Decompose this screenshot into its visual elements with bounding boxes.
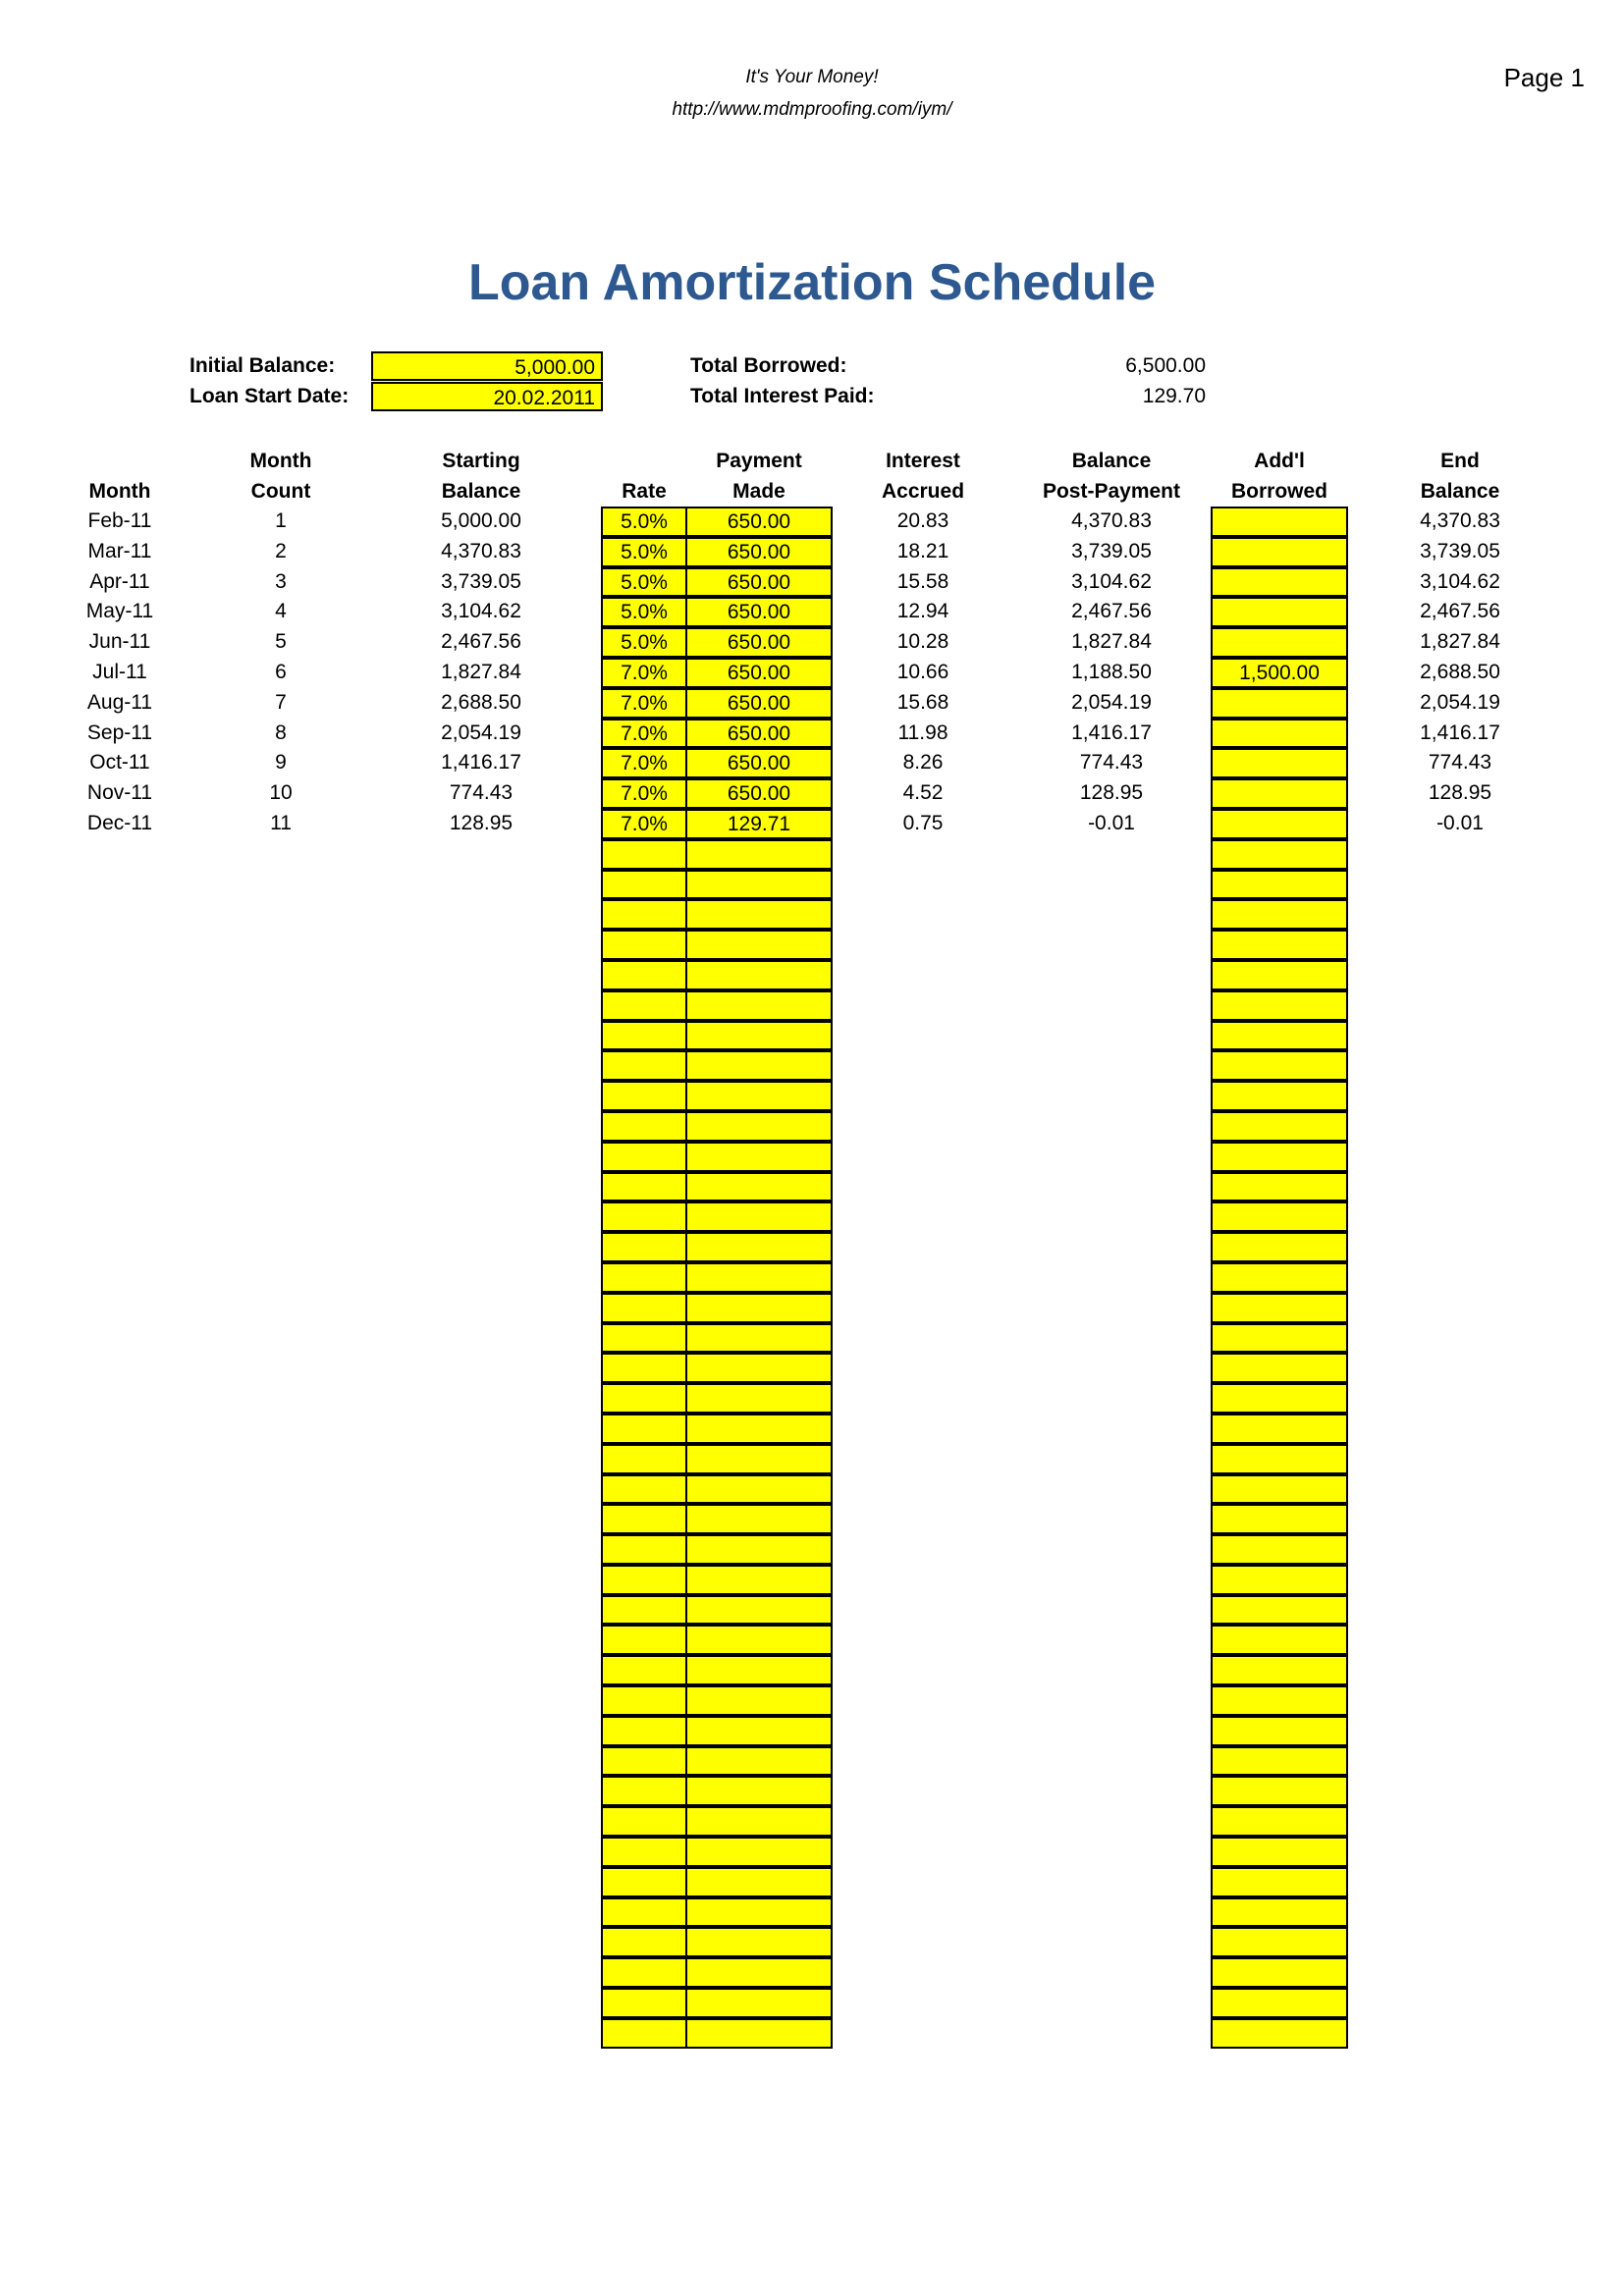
interest-accrued-cell: 15.58 [896, 569, 949, 593]
addl-borrowed-input[interactable] [1211, 870, 1348, 900]
header-starting-balance: Starting Balance [441, 450, 521, 503]
payment-input[interactable] [685, 2018, 833, 2049]
rate-input[interactable]: 7.0% [601, 748, 687, 778]
starting-balance-cell: 2,054.19 [441, 721, 521, 744]
payment-input[interactable] [685, 1444, 833, 1474]
header-payment-made: Payment Made [716, 450, 802, 503]
addl-borrowed-input[interactable] [1211, 1172, 1348, 1202]
starting-balance-cell: 128.95 [449, 811, 514, 834]
header-balance-post-payment: Balance Post-Payment [1042, 450, 1181, 503]
header-end-balance: End Balance [1420, 450, 1500, 503]
addl-borrowed-input[interactable] [1211, 1806, 1348, 1837]
interest-accrued-cell: 10.28 [896, 630, 949, 654]
addl-borrowed-input[interactable] [1211, 1867, 1348, 1897]
initial-balance-label: Initial Balance: [189, 354, 336, 377]
addl-borrowed-input[interactable] [1211, 1474, 1348, 1505]
payment-input[interactable] [685, 1625, 833, 1655]
payment-input[interactable]: 650.00 [685, 778, 833, 809]
table-row [0, 1111, 1624, 1142]
addl-borrowed-input[interactable] [1211, 1050, 1348, 1081]
addl-borrowed-input[interactable] [1211, 1232, 1348, 1262]
table-row [0, 1262, 1624, 1293]
payment-input[interactable] [685, 1021, 833, 1051]
payment-input[interactable] [685, 1474, 833, 1505]
header-line-1: It's Your Money! [745, 67, 879, 87]
table-row [0, 1957, 1624, 1988]
rate-input[interactable]: 7.0% [601, 719, 687, 749]
rate-input[interactable] [601, 1414, 687, 1444]
table-row [0, 870, 1624, 900]
rate-input[interactable] [601, 1837, 687, 1867]
payment-input[interactable]: 650.00 [685, 597, 833, 627]
month-cell: Dec-11 [86, 811, 153, 834]
addl-borrowed-input[interactable] [1211, 1897, 1348, 1928]
rate-input[interactable] [601, 1323, 687, 1354]
rate-input[interactable] [601, 1776, 687, 1806]
header-addl-borrowed: Add'l Borrowed [1230, 450, 1327, 503]
table-row [0, 1474, 1624, 1505]
interest-accrued-cell: 4.52 [902, 781, 944, 805]
payment-input[interactable]: 650.00 [685, 507, 833, 537]
month-count-cell: 5 [275, 630, 287, 654]
payment-input[interactable] [685, 870, 833, 900]
payment-input[interactable] [685, 1201, 833, 1232]
payment-input[interactable] [685, 1957, 833, 1988]
table-row [0, 537, 1624, 567]
addl-borrowed-input[interactable] [1211, 1837, 1348, 1867]
table-row [0, 1837, 1624, 1867]
rate-input[interactable]: 5.0% [601, 507, 687, 537]
rate-input[interactable] [601, 960, 687, 990]
table-row [0, 1444, 1624, 1474]
rate-input[interactable] [601, 1957, 687, 1988]
rate-input[interactable]: 7.0% [601, 809, 687, 839]
balance-post-payment-cell: 1,188.50 [1071, 660, 1152, 683]
table-row [0, 1383, 1624, 1414]
interest-accrued-cell: 11.98 [897, 721, 948, 744]
balance-post-payment-cell: 2,054.19 [1071, 690, 1152, 714]
rate-input[interactable] [601, 899, 687, 930]
rate-input[interactable] [601, 870, 687, 900]
addl-borrowed-input[interactable] [1211, 567, 1348, 598]
rate-input[interactable] [601, 1565, 687, 1595]
table-row [0, 899, 1624, 930]
payment-input[interactable] [685, 1172, 833, 1202]
payment-input[interactable] [685, 1383, 833, 1414]
addl-borrowed-input[interactable] [1211, 1988, 1348, 2018]
payment-input[interactable] [685, 1111, 833, 1142]
payment-input[interactable] [685, 899, 833, 930]
interest-accrued-cell: 8.26 [902, 751, 944, 774]
month-count-cell: 9 [275, 751, 287, 774]
payment-input[interactable] [685, 1293, 833, 1323]
payment-input[interactable] [685, 1776, 833, 1806]
payment-input[interactable] [685, 1232, 833, 1262]
rate-input[interactable] [601, 1383, 687, 1414]
table-row [0, 1806, 1624, 1837]
table-row [0, 930, 1624, 960]
addl-borrowed-input[interactable] [1211, 778, 1348, 809]
table-row [0, 990, 1624, 1021]
balance-post-payment-cell: -0.01 [1088, 811, 1135, 834]
payment-input[interactable] [685, 1988, 833, 2018]
rate-input[interactable] [601, 1504, 687, 1534]
payment-input[interactable] [685, 1504, 833, 1534]
loan-start-input[interactable]: 20.02.2011 [371, 382, 603, 411]
rate-input[interactable] [601, 1746, 687, 1777]
rate-input[interactable] [601, 1806, 687, 1837]
addl-borrowed-input[interactable] [1211, 809, 1348, 839]
table-row [0, 1050, 1624, 1081]
rate-input[interactable] [601, 1595, 687, 1626]
payment-input[interactable] [685, 1534, 833, 1565]
end-balance-cell: 3,739.05 [1420, 539, 1500, 562]
table-row [0, 1293, 1624, 1323]
end-balance-cell: 2,688.50 [1420, 660, 1500, 683]
payment-input[interactable] [685, 1897, 833, 1928]
addl-borrowed-input[interactable] [1211, 1625, 1348, 1655]
table-row [0, 1353, 1624, 1383]
month-count-cell: 4 [275, 600, 287, 623]
month-cell: Apr-11 [89, 569, 150, 593]
end-balance-cell: 3,104.62 [1420, 569, 1500, 593]
month-cell: Jun-11 [88, 630, 151, 654]
table-row [0, 507, 1624, 537]
addl-borrowed-input[interactable] [1211, 930, 1348, 960]
addl-borrowed-input[interactable] [1211, 1685, 1348, 1716]
table-row [0, 960, 1624, 990]
month-count-cell: 3 [275, 569, 287, 593]
end-balance-cell: 2,054.19 [1420, 690, 1500, 714]
rate-input[interactable] [601, 1353, 687, 1383]
addl-borrowed-input[interactable] [1211, 1262, 1348, 1293]
rate-input[interactable]: 7.0% [601, 778, 687, 809]
header-rate: Rate [622, 480, 667, 503]
addl-borrowed-input[interactable]: 1,500.00 [1211, 658, 1348, 688]
table-row [0, 1565, 1624, 1595]
starting-balance-cell: 3,739.05 [441, 569, 521, 593]
payment-input[interactable]: 650.00 [685, 748, 833, 778]
addl-borrowed-input[interactable] [1211, 507, 1348, 537]
payment-input[interactable] [685, 839, 833, 870]
payment-input[interactable] [685, 1081, 833, 1111]
payment-input[interactable]: 650.00 [685, 567, 833, 598]
table-row [0, 1988, 1624, 2018]
table-row [0, 1232, 1624, 1262]
addl-borrowed-input[interactable] [1211, 1565, 1348, 1595]
addl-borrowed-input[interactable] [1211, 1746, 1348, 1777]
month-cell: Sep-11 [86, 721, 153, 744]
total-interest-label: Total Interest Paid: [690, 385, 875, 407]
table-row [0, 1172, 1624, 1202]
rate-input[interactable] [601, 2018, 687, 2049]
addl-borrowed-input[interactable] [1211, 1716, 1348, 1746]
payment-input[interactable] [685, 1262, 833, 1293]
starting-balance-cell: 1,827.84 [441, 660, 521, 683]
rate-input[interactable] [601, 1716, 687, 1746]
total-borrowed-label: Total Borrowed: [690, 354, 847, 377]
month-cell: May-11 [85, 600, 154, 623]
starting-balance-cell: 4,370.83 [441, 539, 521, 562]
addl-borrowed-input[interactable] [1211, 839, 1348, 870]
addl-borrowed-input[interactable] [1211, 1444, 1348, 1474]
table-row [0, 809, 1624, 839]
addl-borrowed-input[interactable] [1211, 1111, 1348, 1142]
addl-borrowed-input[interactable] [1211, 1655, 1348, 1685]
table-row [0, 1897, 1624, 1928]
table-row [0, 1716, 1624, 1746]
loan-start-label: Loan Start Date: [189, 385, 350, 407]
balance-post-payment-cell: 2,467.56 [1071, 600, 1152, 623]
interest-accrued-cell: 0.75 [902, 811, 944, 834]
interest-accrued-cell: 20.83 [896, 509, 949, 532]
end-balance-cell: 128.95 [1428, 781, 1492, 805]
starting-balance-cell: 5,000.00 [441, 509, 521, 532]
addl-borrowed-input[interactable] [1211, 1595, 1348, 1626]
header-month-count: Month Count [249, 450, 312, 503]
starting-balance-cell: 1,416.17 [441, 751, 521, 774]
rate-input[interactable] [601, 1685, 687, 1716]
table-row [0, 1625, 1624, 1655]
addl-borrowed-input[interactable] [1211, 748, 1348, 778]
page-header [0, 61, 1624, 126]
addl-borrowed-input[interactable] [1211, 960, 1348, 990]
rate-input[interactable] [601, 1988, 687, 2018]
rate-input[interactable] [601, 1927, 687, 1957]
rate-input[interactable]: 7.0% [601, 688, 687, 719]
payment-input[interactable] [685, 1655, 833, 1685]
table-row [0, 1142, 1624, 1172]
addl-borrowed-input[interactable] [1211, 990, 1348, 1021]
balance-post-payment-cell: 128.95 [1079, 781, 1144, 805]
month-count-cell: 7 [275, 690, 287, 714]
starting-balance-cell: 2,688.50 [441, 690, 521, 714]
table-row [0, 839, 1624, 870]
rate-input[interactable] [601, 1293, 687, 1323]
starting-balance-cell: 774.43 [449, 781, 514, 805]
table-row [0, 1504, 1624, 1534]
addl-borrowed-input[interactable] [1211, 1293, 1348, 1323]
addl-borrowed-input[interactable] [1211, 1353, 1348, 1383]
addl-borrowed-input[interactable] [1211, 719, 1348, 749]
payment-input[interactable] [685, 1050, 833, 1081]
addl-borrowed-input[interactable] [1211, 1142, 1348, 1172]
rate-input[interactable] [601, 1897, 687, 1928]
rate-input[interactable] [601, 1232, 687, 1262]
payment-input[interactable] [685, 930, 833, 960]
balance-post-payment-cell: 3,739.05 [1071, 539, 1152, 562]
addl-borrowed-input[interactable] [1211, 1081, 1348, 1111]
payment-input[interactable] [685, 1685, 833, 1716]
payment-input[interactable] [685, 1414, 833, 1444]
payment-input[interactable] [685, 1746, 833, 1777]
table-row [0, 688, 1624, 719]
table-row [0, 567, 1624, 598]
payment-input[interactable] [685, 1565, 833, 1595]
rate-input[interactable] [601, 1081, 687, 1111]
rate-input[interactable]: 5.0% [601, 567, 687, 598]
initial-balance-input[interactable]: 5,000.00 [371, 351, 603, 381]
table-row [0, 1655, 1624, 1685]
rate-input[interactable] [601, 1201, 687, 1232]
table-row [0, 1685, 1624, 1716]
total-borrowed-value: 6,500.00 [1125, 354, 1206, 377]
month-cell: Oct-11 [89, 751, 150, 774]
addl-borrowed-input[interactable] [1211, 1504, 1348, 1534]
month-count-cell: 8 [275, 721, 287, 744]
addl-borrowed-input[interactable] [1211, 688, 1348, 719]
interest-accrued-cell: 18.21 [896, 539, 949, 562]
payment-input[interactable]: 650.00 [685, 688, 833, 719]
schedule-table [0, 507, 1624, 2049]
table-row [0, 1746, 1624, 1777]
addl-borrowed-input[interactable] [1211, 597, 1348, 627]
starting-balance-cell: 2,467.56 [441, 630, 521, 654]
table-row [0, 1201, 1624, 1232]
table-row [0, 1414, 1624, 1444]
end-balance-cell: 2,467.56 [1420, 600, 1500, 623]
end-balance-cell: 1,416.17 [1420, 721, 1500, 744]
rate-input[interactable] [601, 1050, 687, 1081]
table-row [0, 719, 1624, 749]
payment-input[interactable]: 650.00 [685, 719, 833, 749]
month-count-cell: 6 [275, 660, 287, 683]
rate-input[interactable] [601, 1021, 687, 1051]
rate-input[interactable] [601, 1262, 687, 1293]
balance-post-payment-cell: 774.43 [1079, 751, 1144, 774]
balance-post-payment-cell: 3,104.62 [1071, 569, 1152, 593]
payment-input[interactable]: 650.00 [685, 627, 833, 658]
month-count-cell: 1 [275, 509, 287, 532]
addl-borrowed-input[interactable] [1211, 537, 1348, 567]
payment-input[interactable] [685, 1142, 833, 1172]
table-row [0, 1595, 1624, 1626]
table-row [0, 627, 1624, 658]
rate-input[interactable] [601, 1474, 687, 1505]
end-balance-cell: 4,370.83 [1420, 509, 1500, 532]
payment-input[interactable] [685, 1837, 833, 1867]
table-row [0, 778, 1624, 809]
rate-input[interactable] [601, 1142, 687, 1172]
addl-borrowed-input[interactable] [1211, 1201, 1348, 1232]
table-row [0, 1534, 1624, 1565]
balance-post-payment-cell: 1,416.17 [1071, 721, 1152, 744]
payment-input[interactable] [685, 1867, 833, 1897]
interest-accrued-cell: 15.68 [896, 690, 949, 714]
rate-input[interactable] [601, 930, 687, 960]
rate-input[interactable] [601, 1172, 687, 1202]
table-row [0, 1323, 1624, 1354]
payment-input[interactable]: 650.00 [685, 658, 833, 688]
interest-accrued-cell: 10.66 [896, 660, 949, 683]
table-row [0, 1081, 1624, 1111]
payment-input[interactable] [685, 1353, 833, 1383]
table-row [0, 1021, 1624, 1051]
header-interest-accrued: Interest Accrued [881, 450, 965, 503]
month-count-cell: 11 [270, 811, 292, 834]
addl-borrowed-input[interactable] [1211, 1776, 1348, 1806]
addl-borrowed-input[interactable] [1211, 1323, 1348, 1354]
month-cell: Jul-11 [92, 660, 147, 683]
header-month: Month [88, 480, 151, 503]
month-cell: Aug-11 [86, 690, 153, 714]
payment-input[interactable]: 129.71 [685, 809, 833, 839]
rate-input[interactable] [601, 1655, 687, 1685]
table-row [0, 597, 1624, 627]
addl-borrowed-input[interactable] [1211, 899, 1348, 930]
addl-borrowed-input[interactable] [1211, 2018, 1348, 2049]
addl-borrowed-input[interactable] [1211, 1927, 1348, 1957]
addl-borrowed-input[interactable] [1211, 1534, 1348, 1565]
rate-input[interactable]: 5.0% [601, 537, 687, 567]
document-title: Loan Amortization Schedule [467, 254, 1157, 311]
rate-input[interactable]: 7.0% [601, 658, 687, 688]
rate-input[interactable] [601, 1111, 687, 1142]
header-line-2: http://www.mdmproofing.com/iym/ [672, 99, 952, 120]
rate-input[interactable] [601, 1444, 687, 1474]
month-cell: Mar-11 [87, 539, 152, 562]
addl-borrowed-input[interactable] [1211, 1957, 1348, 1988]
table-row [0, 1867, 1624, 1897]
rate-input[interactable] [601, 1625, 687, 1655]
payment-input[interactable] [685, 1595, 833, 1626]
starting-balance-cell: 3,104.62 [441, 600, 521, 623]
addl-borrowed-input[interactable] [1211, 627, 1348, 658]
rate-input[interactable]: 5.0% [601, 627, 687, 658]
total-interest-value: 129.70 [1142, 385, 1206, 407]
rate-input[interactable]: 5.0% [601, 597, 687, 627]
payment-input[interactable] [685, 1323, 833, 1354]
table-row [0, 1927, 1624, 1957]
balance-post-payment-cell: 4,370.83 [1071, 509, 1152, 532]
end-balance-cell: -0.01 [1436, 811, 1484, 834]
rate-input[interactable] [601, 990, 687, 1021]
payment-input[interactable] [685, 990, 833, 1021]
month-cell: Nov-11 [86, 781, 153, 805]
table-row [0, 658, 1624, 688]
table-row [0, 748, 1624, 778]
rate-input[interactable] [601, 1867, 687, 1897]
payment-input[interactable]: 650.00 [685, 537, 833, 567]
month-count-cell: 10 [269, 781, 293, 805]
payment-input[interactable] [685, 1716, 833, 1746]
payment-input[interactable] [685, 1806, 833, 1837]
month-cell: Feb-11 [87, 509, 152, 532]
addl-borrowed-input[interactable] [1211, 1383, 1348, 1414]
rate-input[interactable] [601, 1534, 687, 1565]
balance-post-payment-cell: 1,827.84 [1071, 630, 1152, 654]
payment-input[interactable] [685, 960, 833, 990]
rate-input[interactable] [601, 839, 687, 870]
end-balance-cell: 774.43 [1428, 751, 1492, 774]
table-row [0, 2018, 1624, 2049]
table-row [0, 1776, 1624, 1806]
interest-accrued-cell: 12.94 [896, 600, 949, 623]
payment-input[interactable] [685, 1927, 833, 1957]
end-balance-cell: 1,827.84 [1420, 630, 1500, 654]
addl-borrowed-input[interactable] [1211, 1021, 1348, 1051]
addl-borrowed-input[interactable] [1211, 1414, 1348, 1444]
page-number: Page 1 [1503, 63, 1585, 92]
month-count-cell: 2 [275, 539, 287, 562]
